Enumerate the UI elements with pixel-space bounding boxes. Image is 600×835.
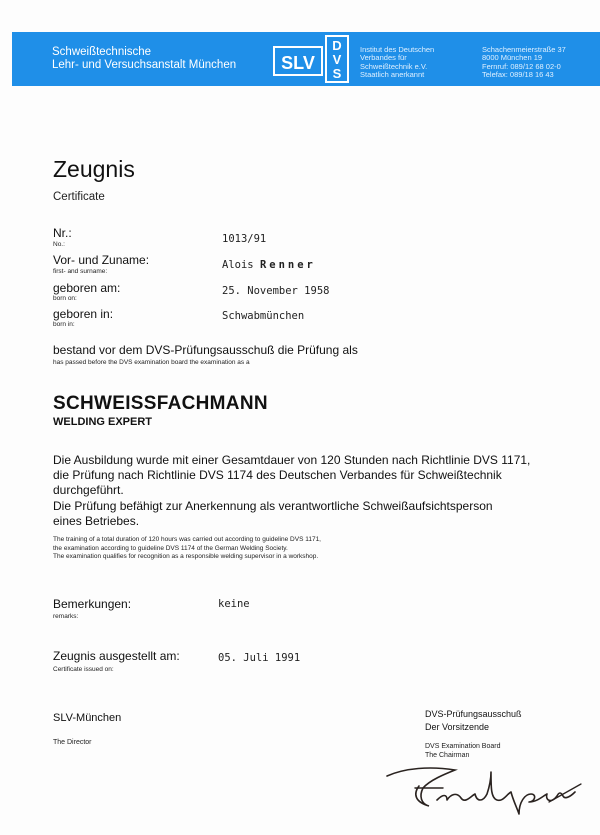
issued-sublabel: Certificate issued on: — [53, 666, 114, 673]
slv-director-sublabel: The Director — [53, 739, 92, 746]
remarks-label: Bemerkungen: — [53, 597, 132, 611]
institute-line: Institut des Deutschen — [360, 45, 435, 54]
qualification-title: SCHWEISSFACHMANN — [53, 393, 268, 414]
slv-director-label: SLV-München — [53, 712, 122, 724]
document-title: Zeugnis — [53, 156, 135, 182]
born-in-sublabel: born in: — [53, 321, 75, 328]
last-name: Renner — [259, 259, 316, 271]
address-line: Fernruf: 089/12 68 02-0 — [482, 61, 561, 71]
remarks-value: keine — [218, 598, 250, 610]
org-line-2: Lehr- und Versuchsanstalt München — [52, 59, 237, 71]
nr-label: Nr.: — [53, 226, 72, 240]
address-line: Schachenmeierstraße 37 — [482, 45, 566, 54]
institute-line: Staatlich anerkannt — [360, 70, 425, 80]
logo-slv-text: SLV — [281, 53, 315, 73]
born-on-label: geboren am: — [53, 281, 121, 295]
nr-sublabel: No.: — [53, 241, 65, 248]
description-en-line: The training of a total duration of 120 hours was carried out according to guideline DVS 1171, — [53, 536, 321, 543]
training-description-en — [53, 536, 583, 562]
chairman-line: Der Vorsitzende — [425, 722, 490, 732]
description-line: Die Prüfung befähigt zur Anerkennung als verantwortliche Schweißaufsichtsperson — [53, 498, 493, 513]
description-en-line: the examination according to guideline DVS 1174 of the German Welding Society. — [53, 544, 288, 552]
name-sublabel: first- and surname: — [53, 268, 108, 275]
board-en-line: DVS Examination Board — [425, 743, 501, 750]
exam-statement-en: has passed before the DVS examination board the examination as a — [53, 359, 250, 366]
board-line: DVS-Prüfungsausschuß — [425, 709, 522, 719]
qualification-title-en: WELDING EXPERT — [53, 416, 153, 428]
description-line: die Prüfung nach Richtlinie DVS 1174 des Deutschen Verbandes für Schweißtechnik — [53, 468, 502, 483]
logo-dvs-s: S — [332, 66, 342, 81]
holder-name — [222, 259, 316, 271]
address-line: 8000 München 19 — [482, 53, 543, 63]
certificate-number: 1013/91 — [222, 233, 267, 245]
institute-line: Schweißtechnik e.V. — [360, 61, 428, 71]
birth-place: Schwabmünchen — [222, 310, 305, 322]
birth-date: 25. November 1958 — [222, 285, 330, 297]
first-name: Alois — [222, 259, 254, 271]
slv-dvs-logo — [272, 35, 354, 83]
address-line: Telefax: 089/18 16 43 — [482, 70, 554, 80]
header-band — [12, 32, 600, 86]
document-subtitle: Certificate — [53, 191, 105, 203]
logo-dvs-v: V — [332, 52, 342, 67]
address-info — [482, 46, 566, 80]
chairman-signature — [385, 758, 590, 818]
description-line: Die Ausbildung wurde mit einer Gesamtdauer von 120 Stunden nach Richtlinie DVS 1171, — [53, 453, 531, 467]
institute-line: Verbandes für — [360, 53, 407, 63]
logo-dvs-d: D — [332, 38, 342, 53]
org-line-1: Schweißtechnische — [52, 46, 152, 58]
name-label: Vor- und Zuname: — [53, 253, 150, 267]
training-description — [53, 453, 583, 529]
born-on-sublabel: born on: — [53, 295, 77, 302]
board-chairman-label — [425, 708, 522, 734]
organization-name — [52, 46, 236, 72]
institute-info — [360, 46, 434, 80]
exam-statement: bestand vor dem DVS-Prüfungsausschuß die Prüfung als — [53, 343, 358, 357]
description-line: durchgeführt. — [53, 483, 124, 498]
description-en-line: The examination qualifies for recognition as a responsible welding supervisor in a workshop. — [53, 553, 319, 561]
issue-date: 05. Juli 1991 — [218, 652, 301, 664]
issued-label: Zeugnis ausgestellt am: — [53, 649, 180, 663]
chairman-en-line: The Chairman — [425, 752, 470, 759]
remarks-sublabel: remarks: — [53, 613, 79, 620]
description-line: eines Betriebes. — [53, 513, 140, 528]
born-in-label: geboren in: — [53, 307, 114, 321]
